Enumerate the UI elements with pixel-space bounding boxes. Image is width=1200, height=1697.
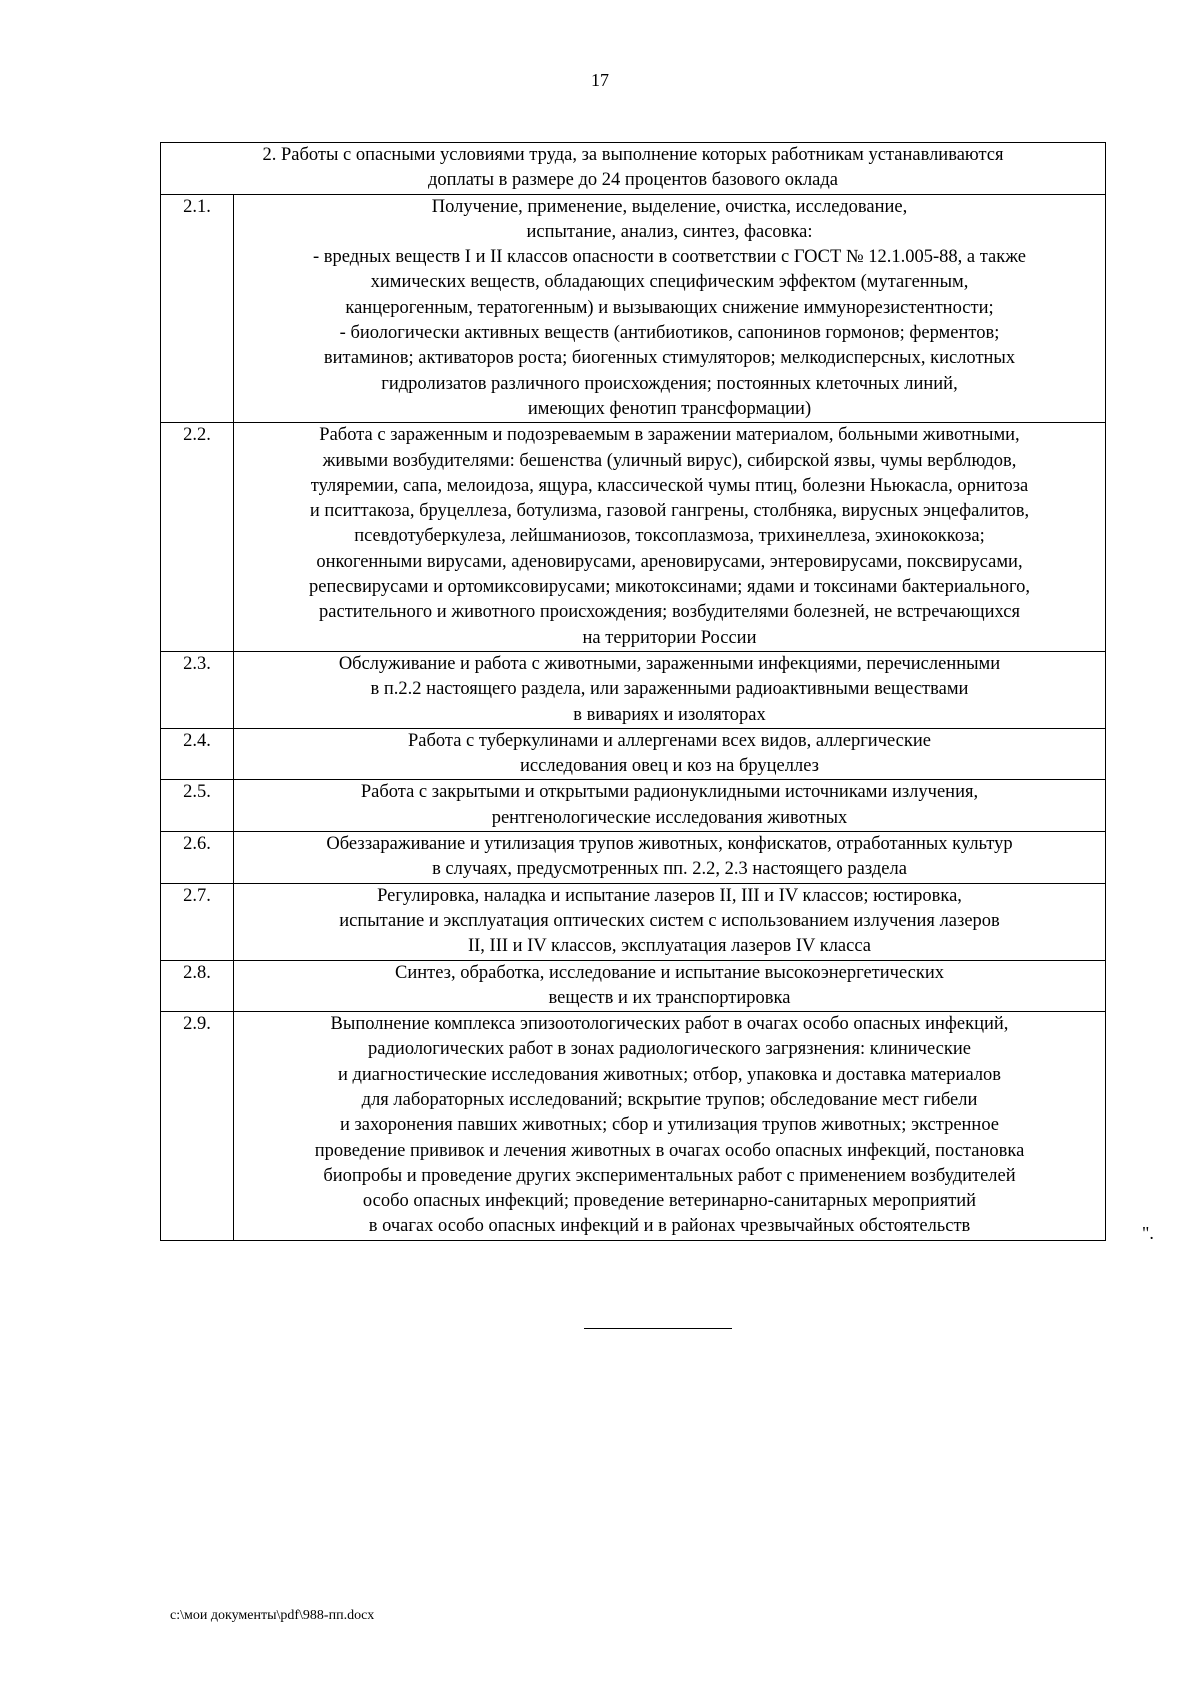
row-text: Обслуживание и работа с животными, зараженными инфекциями, перечисленными в п.2.2 настоящего раздела, или зараженными радиоактивными веществами в вивариях и изоляторах: [234, 651, 1106, 728]
closing-quote: ".: [1142, 1223, 1154, 1243]
row-number: 2.8.: [161, 960, 234, 1012]
row-number: 2.4.: [161, 728, 234, 780]
row-number: 2.7.: [161, 883, 234, 960]
row-text: Работа с зараженным и подозреваемым в заражении материалом, больными животными, живыми возбудителями: бешенства (уличный вирус), сибирской язвы, чумы верблюдов, туляремии, сапа, мелоидоза, ящура, классической чумы птиц, болезни Ньюкасла, орнитоза и пситтакоза, бруцеллеза, ботулизма, газовой гангрены, столбняка, вирусных энцефалитов, псевдотуберкулеза, лейшманиозов, токсоплазмоза, трихинеллеза, эхинококкоза; онкогенными вирусами, аденовирусами, ареновирусами, энтеровирусами, поксвирусами, репесвирусами и ортомиксовирусами; микотоксинами; ядами и токсинами бактериального, растительного и животного происхождения; возбудителями болезней, не встречающихся на территории России: [234, 423, 1106, 652]
table-row: [161, 780, 1106, 832]
row-text: Выполнение комплекса эпизоотологических работ в очагах особо опасных инфекций, радиологических работ в зонах радиологического загрязнения: клинические и диагностические исследования животных; отбор, упаковка и доставка материалов для лабораторных исследований; вскрытие трупов; обследование мест гибели и захоронения павших животных; сбор и утилизация трупов животных; экстренное проведение прививок и лечения животных в очагах особо опасных инфекций, постановка биопробы и проведение других экспериментальных работ с применением возбудителей особо опасных инфекций; проведение ветеринарно-санитарных мероприятий в очагах особо опасных инфекций и в районах чрезвычайных обстоятельств: [234, 1012, 1106, 1241]
table-row: [161, 883, 1106, 960]
table-row: [161, 728, 1106, 780]
hazard-work-table: [160, 142, 1106, 1241]
row-number: 2.2.: [161, 423, 234, 652]
table-row: [161, 194, 1106, 423]
table-row: [161, 423, 1106, 652]
row-text: Получение, применение, выделение, очистка, исследование, испытание, анализ, синтез, фасовка: - вредных веществ I и II классов опасности в соответствии с ГОСТ № 12.1.005-88, а также химических веществ, обладающих специфическим эффектом (мутагенным, канцерогенным, тератогенным) и вызывающих снижение иммунорезистентности; - биологически активных веществ (антибиотиков, сапонинов гормонов; ферментов; витаминов; активаторов роста; биогенных стимуляторов; мелкодисперсных, кислотных гидролизатов различного происхождения; постоянных клеточных линий, имеющих фенотип трансформации): [234, 194, 1106, 423]
row-number: 2.1.: [161, 194, 234, 423]
row-text: Синтез, обработка, исследование и испытание высокоэнергетических веществ и их транспортировка: [234, 960, 1106, 1012]
page-number: 17: [591, 70, 609, 90]
row-text: Обеззараживание и утилизация трупов животных, конфискатов, отработанных культур в случаях, предусмотренных пп. 2.2, 2.3 настоящего раздела: [234, 832, 1106, 884]
table-header-cell: 2. Работы с опасными условиями труда, за выполнение которых работникам устанавливаются доплаты в размере до 24 процентов базового оклада: [161, 143, 1106, 195]
row-text: Работа с закрытыми и открытыми радионуклидными источниками излучения, рентгенологические исследования животных: [234, 780, 1106, 832]
table-row: [161, 960, 1106, 1012]
row-number: 2.6.: [161, 832, 234, 884]
row-text: Работа с туберкулинами и аллергенами всех видов, аллергические исследования овец и коз на бруцеллез: [234, 728, 1106, 780]
table-header-row: [161, 143, 1106, 195]
end-divider: [584, 1328, 732, 1329]
footer-file-path: c:\мои документы\pdf\988-пп.docx: [170, 1608, 375, 1623]
table-row: [161, 1012, 1106, 1241]
table-row: [161, 832, 1106, 884]
row-number: 2.5.: [161, 780, 234, 832]
row-number: 2.9.: [161, 1012, 234, 1241]
row-text: Регулировка, наладка и испытание лазеров II, III и IV классов; юстировка, испытание и эксплуатация оптических систем с использованием излучения лазеров II, III и IV классов, эксплуатация лазеров IV класса: [234, 883, 1106, 960]
table-row: [161, 651, 1106, 728]
row-number: 2.3.: [161, 651, 234, 728]
